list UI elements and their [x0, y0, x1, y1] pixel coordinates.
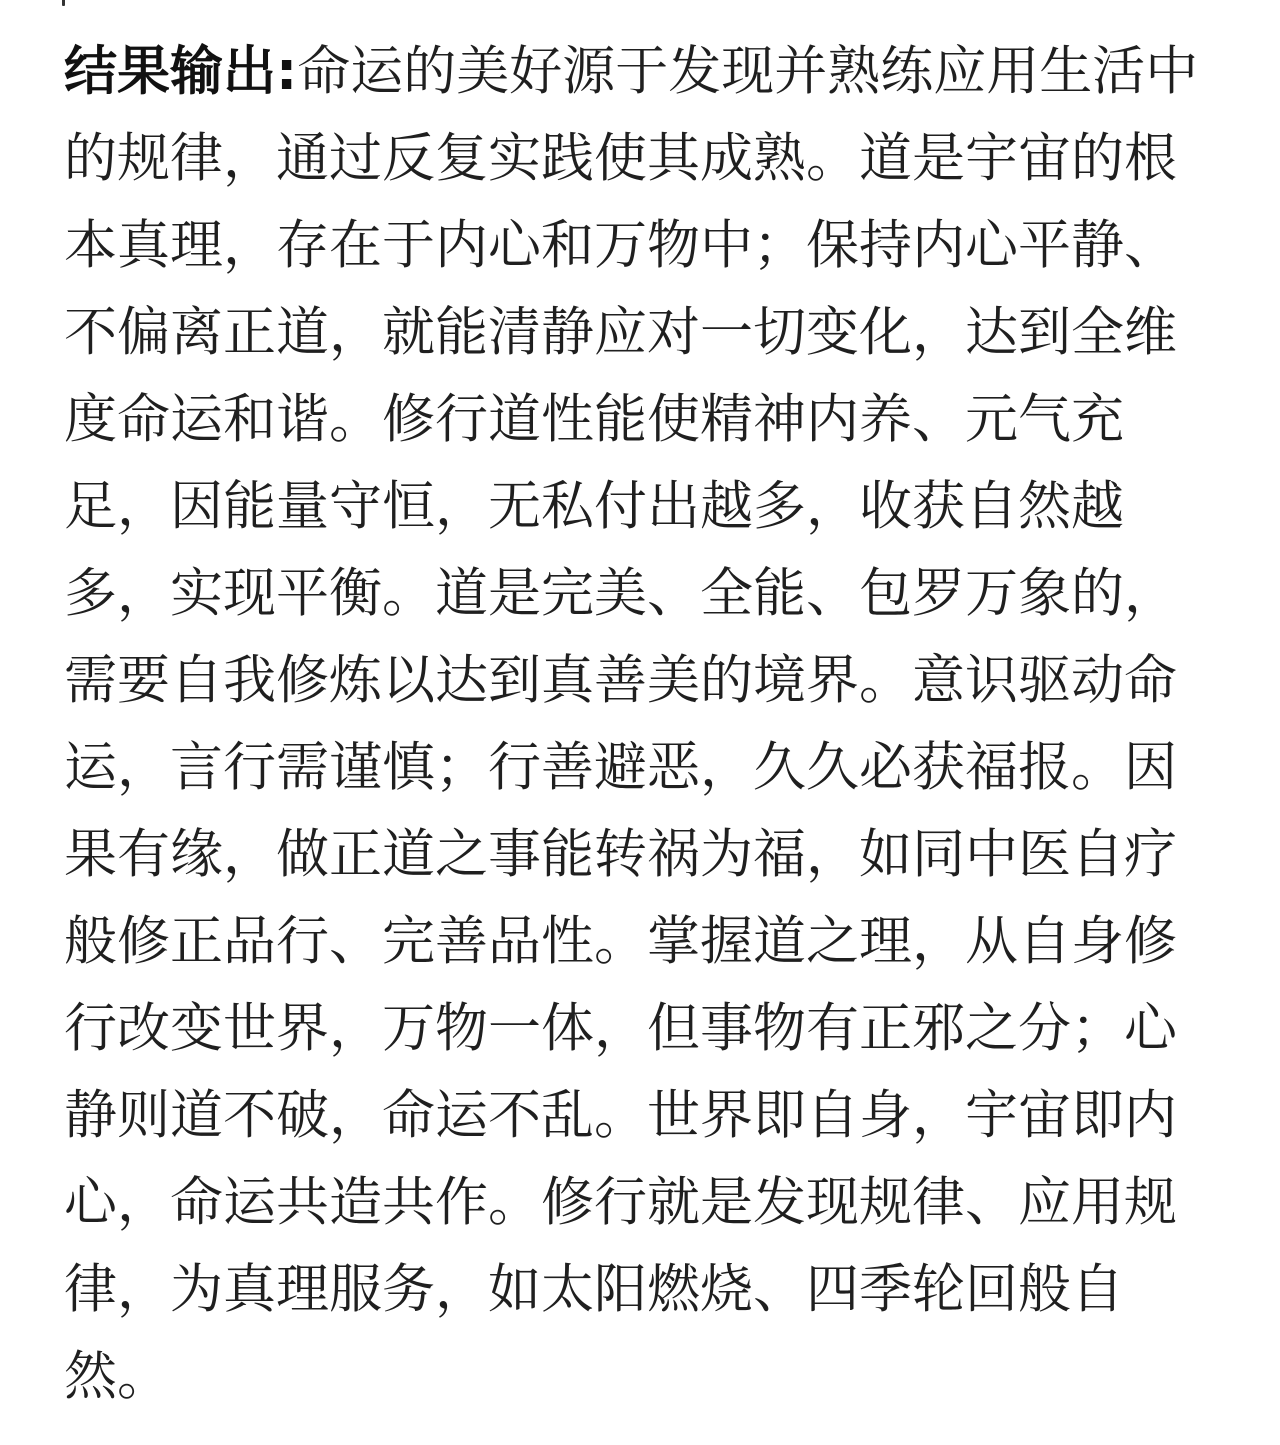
result-label: 结果输出:	[64, 41, 298, 102]
result-paragraph	[64, 28, 1224, 1420]
result-body-text: 命运的美好源于发现并熟练应用生活中的规律，通过反复实践使其成熟。道是宇宙的根本真理，存在于内心和万物中；保持内心平静、不偏离正道，就能清静应对一切变化，达到全维度命运和谐。修行道性能使精神内养、元气充足，因能量守恒，无私付出越多，收获自然越多，实现平衡。道是完美、全能、包罗万象的，需要自我修炼以达到真善美的境界。意识驱动命运，言行需谨慎；行善避恶，久久必获福报。因果有缘，做正道之事能转祸为福，如同中医自疗般修正品行、完善品性。掌握道之理，从自身修行改变世界，万物一体，但事物有正邪之分；心静则道不破，命运不乱。世界即自身，宇宙即内心，命运共造共作。修行就是发现规律、应用规律，为真理服务，如太阳燃烧、四季轮回般自然。	[64, 41, 1199, 1407]
top-edge-mark	[62, 0, 65, 6]
